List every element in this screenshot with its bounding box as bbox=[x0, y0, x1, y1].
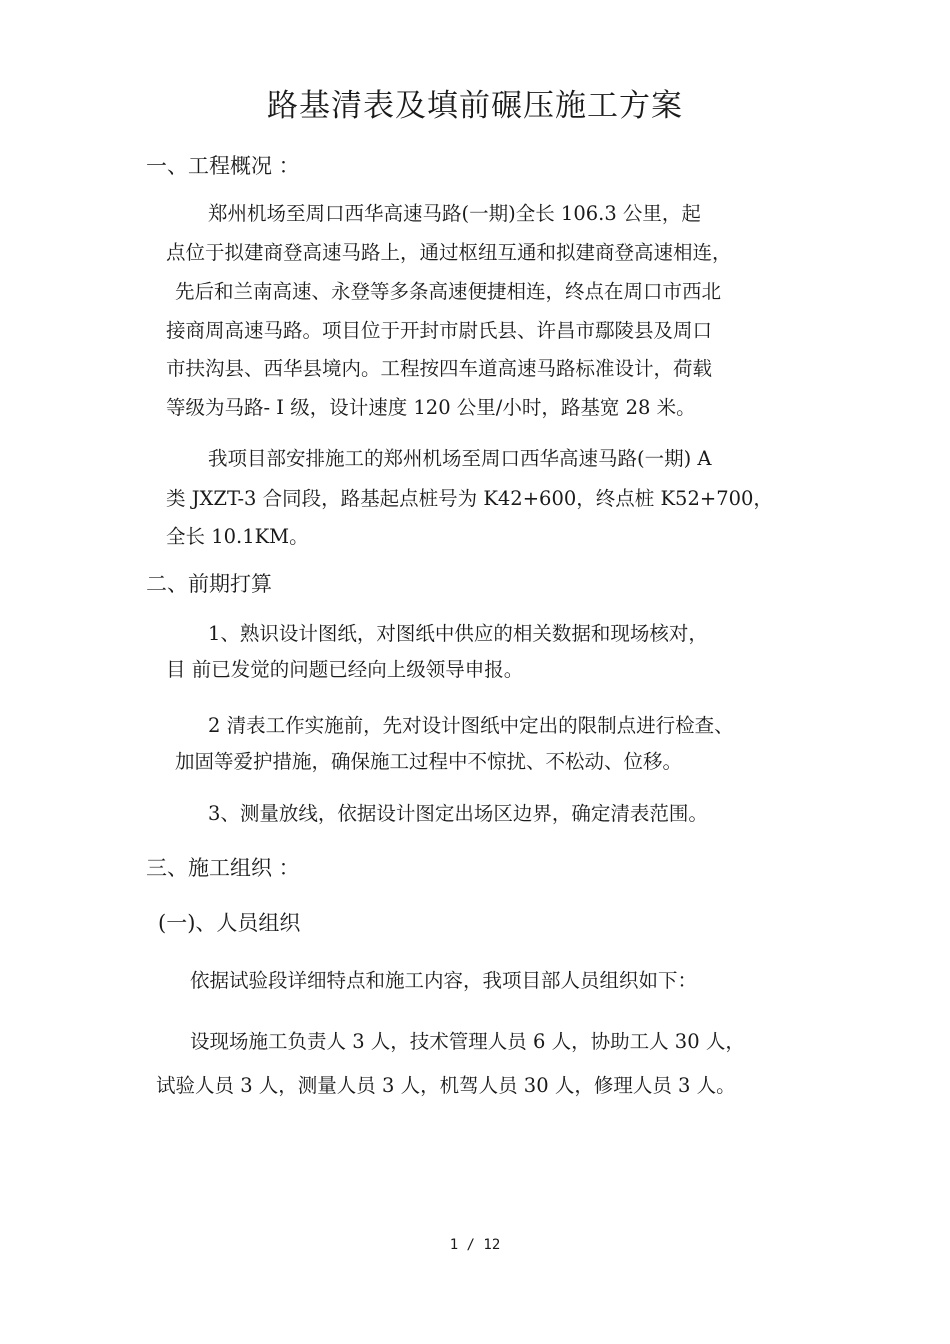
paragraph-line: 全长 10.1KM。 bbox=[166, 525, 309, 548]
paragraph-line: 依据试验段详细特点和施工内容，我项目部人员组织如下： bbox=[190, 969, 698, 992]
paragraph-line: 接商周高速马路。项目位于开封市尉氏县、许昌市鄢陵县及周口 bbox=[166, 319, 713, 342]
list-item-line: 2 清表工作实施前，先对设计图纸中定出的限制点进行检查、 bbox=[208, 714, 734, 737]
paragraph-line: 市扶沟县、西华县境内。工程按四车道高速马路标准设计，荷载 bbox=[166, 357, 713, 380]
section-heading-preparation: 二、前期打算 bbox=[146, 572, 272, 596]
list-item-line: 目 前已发觉的问题已经向上级领导申报。 bbox=[166, 658, 524, 681]
list-item-line: 加固等爱护措施，确保施工过程中不惊扰、不松动、位移。 bbox=[175, 750, 683, 773]
page-number: 1 / 12 bbox=[449, 1237, 501, 1253]
list-item-line: 1、熟识设计图纸，对图纸中供应的相关数据和现场核对， bbox=[208, 622, 708, 645]
paragraph-line: 郑州机场至周口西华高速马路(一期)全长 106.3 公里，起 bbox=[208, 202, 701, 225]
paragraph-line: 试验人员 3 人，测量人员 3 人，机驾人员 30 人，修理人员 3 人。 bbox=[156, 1074, 736, 1097]
subsection-heading-personnel: (一)、人员组织 bbox=[158, 911, 301, 935]
paragraph-line: 设现场施工负责人 3 人，技术管理人员 6 人，协助工人 30 人， bbox=[190, 1030, 745, 1053]
paragraph-line: 点位于拟建商登高速马路上，通过枢纽互通和拟建商登高速相连， bbox=[166, 241, 732, 264]
list-item-line: 3、测量放线，依据设计图定出场区边界，确定清表范围。 bbox=[208, 802, 708, 825]
section-heading-organization: 三、施工组织 ： bbox=[146, 856, 300, 880]
paragraph-line: 我项目部安排施工的郑州机场至周口西华高速马路(一期) A bbox=[208, 447, 712, 470]
paragraph-line: 等级为马路- Ⅰ 级，设计速度 120 公里/小时，路基宽 28 米。 bbox=[166, 396, 696, 419]
section-heading-overview: 一、工程概况 ： bbox=[146, 154, 300, 178]
document-title: 路基清表及填前碾压施工方案 bbox=[267, 88, 683, 124]
paragraph-line: 先后和兰南高速、永登等多条高速便捷相连，终点在周口市西北 bbox=[175, 280, 722, 303]
paragraph-line: 类 JXZT-3 合同段，路基起点桩号为 K42+600，终点桩 K52+700， bbox=[166, 487, 773, 510]
